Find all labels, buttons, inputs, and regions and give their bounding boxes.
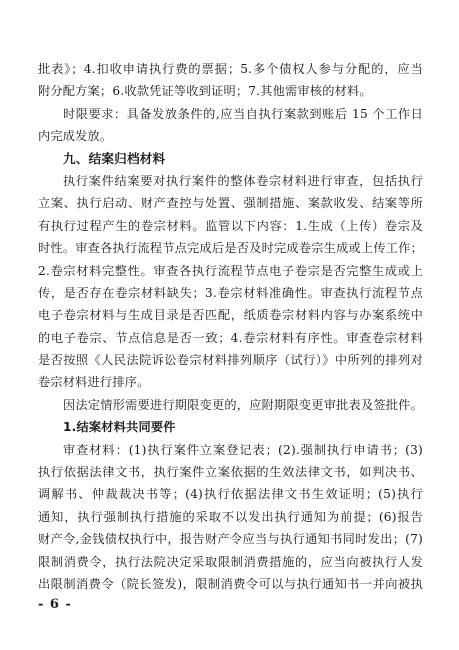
text-line: 传，是否存在卷宗材料缺失；3.卷宗材料准确性。审查执行流程节点 (38, 285, 423, 300)
text-line: 附分配方案；6.收款凭证等收到证明；7.其他需审核的材料。 (38, 84, 372, 99)
paragraph-first-line: 执行案件结案要对执行案件的整体卷宗材料进行审查，包括执行 (63, 173, 423, 188)
text-line: 出限制消费令（院长签发)，限制消费令可以与执行通知书一并向被执 (38, 576, 423, 591)
page-number: - 6 - (38, 597, 72, 612)
subsection-heading: 1.结案材料共同要件 (63, 420, 176, 435)
document-page (38, 58, 423, 595)
text-line: 内完成发放。 (38, 129, 113, 144)
text-line: 限制消费令，执行法院决定采取限制消费措施的，应当向被执行人发 (38, 554, 423, 569)
text-line: 卷宗材料进行排序。 (38, 375, 150, 390)
text-line: 调解书、仲裁裁决书等；(4)执行依据法律文书生效证明；(5)执行 (38, 487, 423, 502)
text-line: 的电子卷宗、节点信息是否一致；4.卷宗材料有序性。审查卷宗材料 (38, 330, 423, 345)
section-heading: 九、结案归档材料 (63, 150, 166, 166)
text-line: 财产令,金钱债权执行中，报告财产令应当与执行通知书同时发出；(7) (38, 532, 423, 547)
paragraph-first-line: 因法定情形需要进行期限变更的，应附期限变更审批表及签批件。 (63, 397, 423, 412)
text-line: 2.卷宗材料完整性。审查各执行流程节点电子卷宗是否完整生成或上 (38, 263, 423, 278)
text-line: 执行依据法律文书，执行案件立案依据的生效法律文书，如判决书、 (38, 465, 423, 480)
text-line: 通知，执行强制执行措施的采取不以发出执行通知为前提；(6)报告 (38, 509, 423, 524)
text-line: 立案、执行启动、财产查控与处置、强制措施、案款收发、结案等所 (38, 196, 423, 211)
paragraph-first-line: 审查材料：(1)执行案件立案登记表；(2).强制执行申请书；(3) (63, 442, 423, 457)
text-line: 时性。审查各执行流程节点完成后是否及时完成卷宗生成或上传工作； (38, 241, 423, 256)
paragraph-first-line: 时限要求：具备发放条件的,应当自执行案款到账后 15 个工作日 (63, 106, 423, 121)
text-line: 有执行过程产生的卷宗材料。监管以下内容：1.生成（上传）卷宗及 (38, 218, 423, 233)
text-line: 是否按照《人民法院诉讼卷宗材料排列顺序（试行）》中所列的排列对 (38, 353, 423, 368)
text-line: 电子卷宗材料与生成目录是否匹配，纸质卷宗材料内容与办案系统中 (38, 308, 423, 323)
text-line: 批表》；4.扣收申请执行费的票据；5.多个债权人参与分配的，应当 (38, 62, 423, 76)
